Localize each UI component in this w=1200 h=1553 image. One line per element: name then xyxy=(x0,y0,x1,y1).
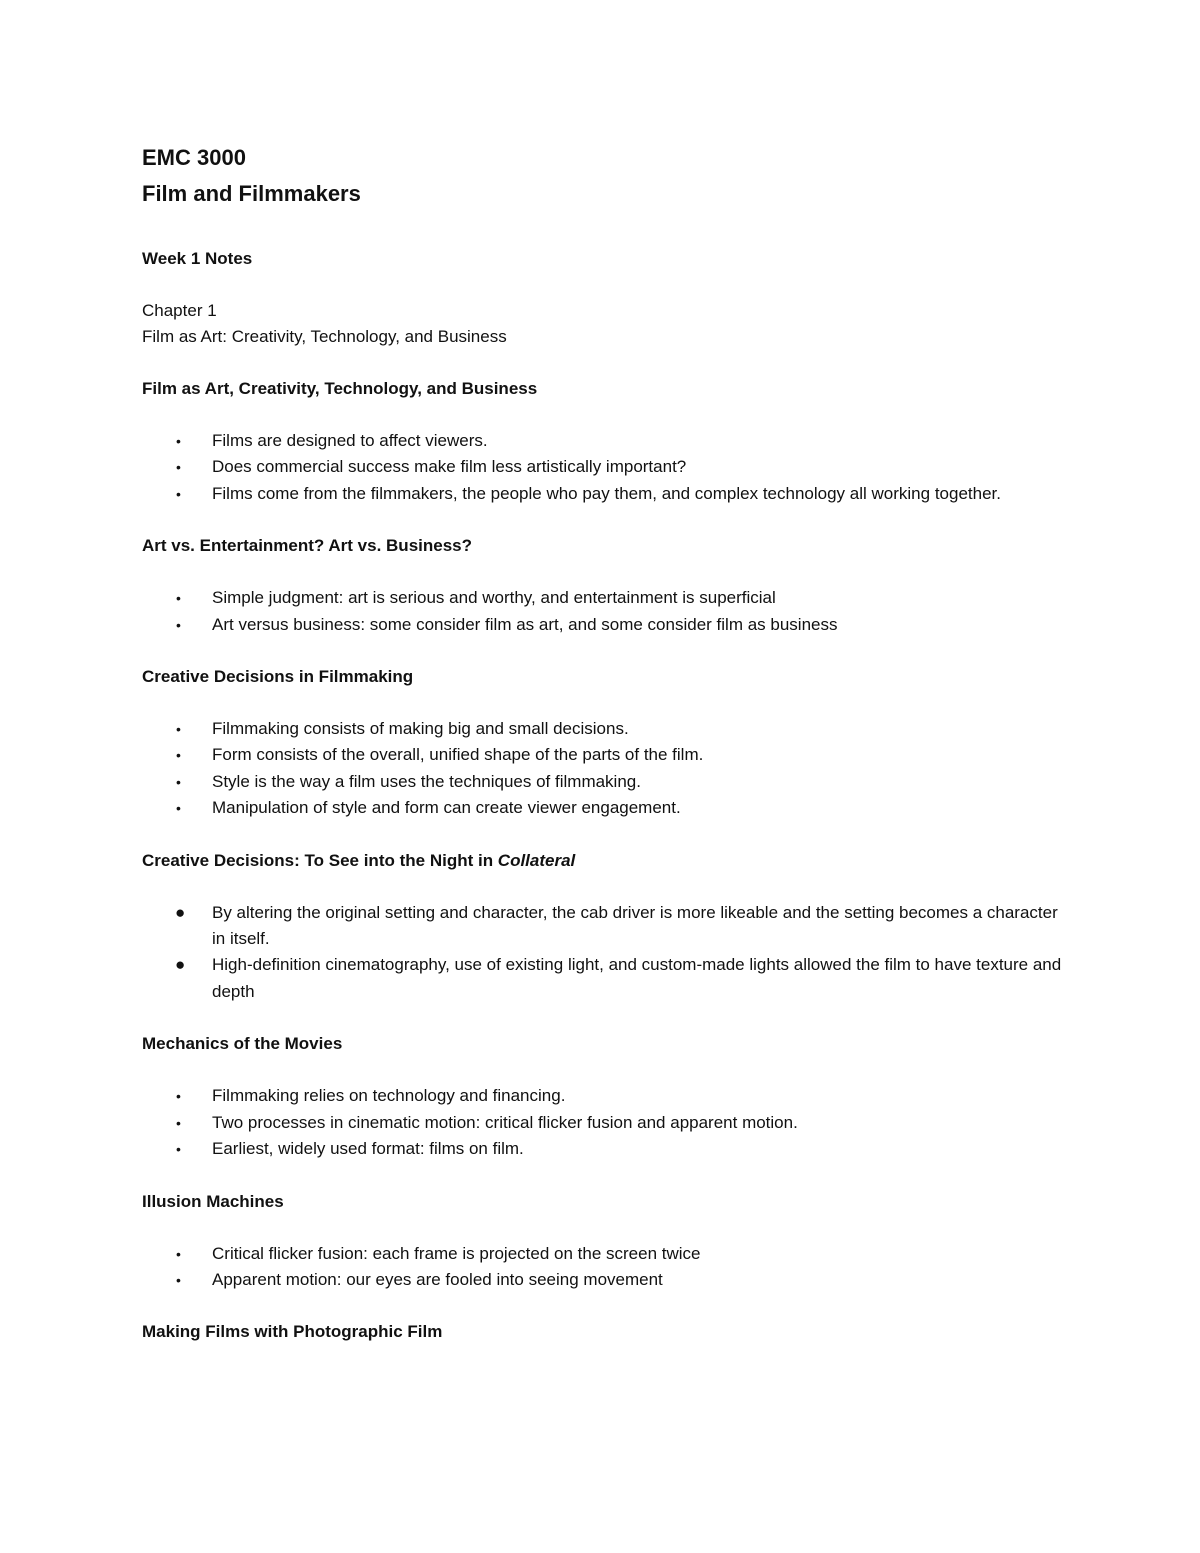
list-item xyxy=(142,585,1072,611)
list-item xyxy=(142,1136,1072,1162)
list-item xyxy=(142,428,1072,454)
list-item-text: Filmmaking relies on technology and financing. xyxy=(212,1086,566,1106)
bullet-icon: ● xyxy=(175,955,186,975)
bullet-list xyxy=(142,716,1072,822)
list-item-text: Simple judgment: art is serious and worthy, and entertainment is superficial xyxy=(212,588,776,608)
bullet-icon: • xyxy=(176,721,181,738)
chapter-label: Chapter 1 xyxy=(142,301,217,320)
bullet-list xyxy=(142,900,1072,1006)
list-item-text: By altering the original setting and character, the cab driver is more likeable and the setting becomes a character in itself. xyxy=(212,902,1058,949)
list-item-text: Films come from the filmmakers, the people who pay them, and complex technology all working together. xyxy=(212,483,1001,503)
bullet-icon: ● xyxy=(175,902,186,922)
bullet-list xyxy=(142,1083,1072,1162)
list-item xyxy=(142,742,1072,768)
list-item-text: Earliest, widely used format: films on film. xyxy=(212,1139,524,1159)
list-item-text: Style is the way a film uses the techniques of filmmaking. xyxy=(212,771,641,791)
section-heading: Making Films with Photographic Film xyxy=(142,1322,443,1342)
bullet-icon: • xyxy=(176,747,181,764)
course-title: Film and Filmmakers xyxy=(142,181,361,206)
list-item-text: High-definition cinematography, use of existing light, and custom-made lights allowed the film to have texture and depth xyxy=(212,955,1062,1001)
section-heading xyxy=(142,848,1072,874)
list-item-text: Art versus business: some consider film as art, and some consider film as business xyxy=(212,614,838,634)
list-item xyxy=(142,454,1072,480)
list-item xyxy=(142,795,1072,821)
list-item-text: Manipulation of style and form can create viewer engagement. xyxy=(212,798,681,818)
bullet-icon: • xyxy=(176,590,181,607)
list-item xyxy=(142,1241,1072,1267)
list-item xyxy=(142,1110,1072,1136)
section-heading: Art vs. Entertainment? Art vs. Business? xyxy=(142,536,473,556)
bullet-icon: • xyxy=(176,616,181,633)
list-item-text: Filmmaking consists of making big and small decisions. xyxy=(212,719,629,739)
bullet-icon: • xyxy=(176,1271,181,1288)
list-item xyxy=(142,1083,1072,1109)
bullet-icon: • xyxy=(176,1141,181,1158)
section-heading-text: Creative Decisions: To See into the Night in xyxy=(142,850,498,870)
list-item xyxy=(142,952,1072,1005)
list-item-text: Apparent motion: our eyes are fooled into seeing movement xyxy=(212,1269,663,1289)
list-item xyxy=(142,612,1072,638)
bullet-icon: • xyxy=(176,1114,181,1131)
section-heading: Film as Art, Creativity, Technology, and Business xyxy=(142,379,538,398)
bullet-icon: • xyxy=(176,459,181,476)
bullet-icon: • xyxy=(176,433,181,449)
chapter-title: Film as Art: Creativity, Technology, and Business xyxy=(142,327,507,346)
list-item xyxy=(142,716,1072,742)
list-item xyxy=(142,1267,1072,1293)
bullet-icon: • xyxy=(176,773,181,790)
bullet-icon: • xyxy=(176,800,181,817)
week-heading: Week 1 Notes xyxy=(142,249,253,268)
list-item-text: Does commercial success make film less artistically important? xyxy=(212,457,687,477)
bullet-icon: • xyxy=(176,1088,181,1105)
film-title: Collateral xyxy=(497,850,576,870)
list-item xyxy=(142,769,1072,795)
bullet-icon: • xyxy=(176,1245,181,1262)
bullet-list xyxy=(142,1241,1072,1294)
list-item xyxy=(142,900,1072,953)
section-heading: Creative Decisions in Filmmaking xyxy=(142,667,414,687)
list-item xyxy=(142,481,1072,507)
list-item-text: Two processes in cinematic motion: critical flicker fusion and apparent motion. xyxy=(212,1112,798,1132)
section-heading: Illusion Machines xyxy=(142,1191,284,1211)
bullet-icon: • xyxy=(176,485,181,502)
section-heading: Mechanics of the Movies xyxy=(142,1034,343,1054)
list-item-text: Critical flicker fusion: each frame is projected on the screen twice xyxy=(212,1243,701,1263)
course-code: EMC 3000 xyxy=(142,145,246,170)
document-page xyxy=(142,140,1072,1345)
bullet-list xyxy=(142,428,1072,507)
list-item-text: Form consists of the overall, unified shape of the parts of the film. xyxy=(212,745,704,765)
bullet-list xyxy=(142,585,1072,638)
list-item-text: Films are designed to affect viewers. xyxy=(212,431,488,450)
chapter-block xyxy=(142,298,1072,350)
